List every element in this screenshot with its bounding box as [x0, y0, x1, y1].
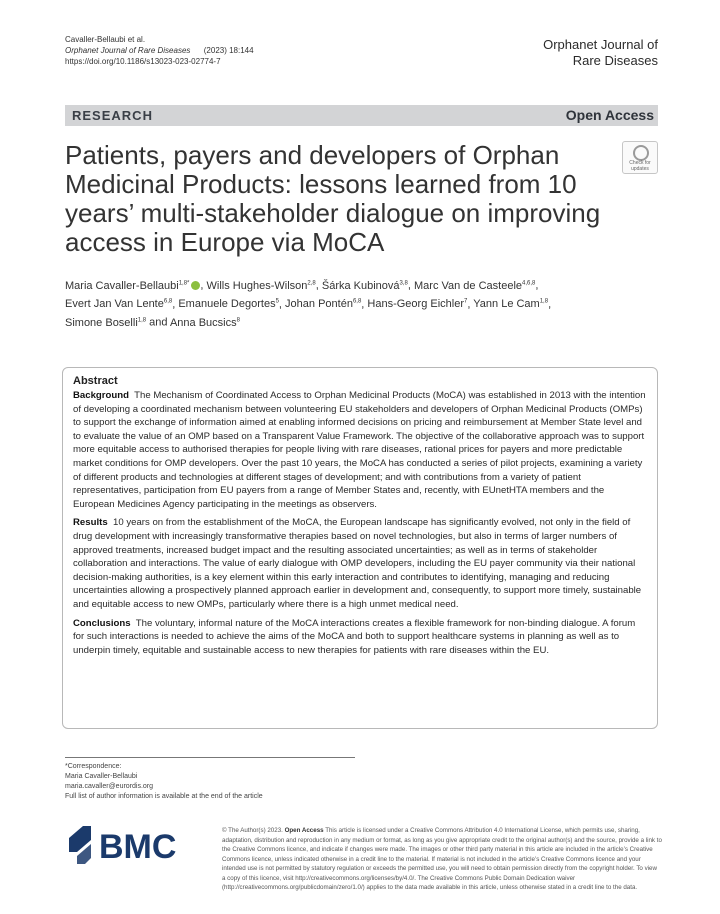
- license-text: [222, 826, 662, 893]
- citation-header: [65, 34, 254, 67]
- abstract-box: [62, 367, 658, 729]
- author[interactable]: Yann Le Cam$^{1,8}$: [473, 298, 549, 311]
- check-updates-icon: [633, 145, 649, 161]
- license-open-access: Open Access: [284, 827, 324, 834]
- abstract-heading: Abstract: [73, 375, 118, 387]
- article-type-bar: [65, 105, 658, 126]
- author-list: Maria Cavaller-Bellaubi$^{1,8*}$ , Wills Hughes-Wilson$^{2,8}$, Šárka Kubinová$^{3,8}$, Marc Van de Casteele$^{4,6,8}$, Evert Jan Van Lente$^{6,8}$, Emanuele Degortes$^5$, Johan Pontén$^{6,8}$, Hans-Georg Eichler$^7$, Yann Le Cam$^{1,8}$, Simone Boselli$^{1,8}$ and Anna Bucsics$^8$: [65, 279, 552, 329]
- background-text: The Mechanism of Coordinated Access to Orphan Medicinal Products (MoCA) was established in 2013 with the intention of developing a coordinated mechanism between volunteering EU stakeholders and developers of Orphan Medicinal Products (OMPs) to support the exchange of information aimed at enabling informed decisions on pricing and reimbursement at Member State level and to evaluate the value of an OMP based on a Transparent Value Framework. The objective of the collaborative approach was to support more equitable access to authorised therapies for people living with rare diseases, rational prices for payers and more predictable market conditions for OMP developers. Over the past 10 years, the MoCA has conducted a series of pilot projects, examining a variety of different products and technologies at different stages of development; and with contributions from a variety of patient representatives, participation from EU payers from a range of Member States and, recently, with EUnetHTA members and the European Medicines Agency participating in the meetings as observers.: [73, 390, 646, 510]
- results-label: Results: [73, 517, 108, 529]
- bmc-logo-icon: [65, 818, 205, 878]
- citation-volume: (2023) 18:144: [203, 46, 254, 55]
- authors-short: Cavaller-Bellaubi et al.: [65, 35, 146, 44]
- author[interactable]: Emanuele Degortes$^5$: [178, 298, 279, 311]
- author[interactable]: Evert Jan Van Lente$^{6,8}$: [65, 298, 173, 311]
- abstract-background: [73, 389, 647, 511]
- journal-name-italic: Orphanet Journal of Rare Diseases: [65, 46, 191, 55]
- correspondence-email[interactable]: maria.cavaller@eurordis.org: [65, 783, 154, 790]
- results-text: 10 years on from the establishment of the MoCA, the European landscape has significantly evolved, not only in the field of drug development with increasingly transformative therapies based on novel technologies, but also in terms of larger numbers of approved treatments, increased budget impact and the resulting associated uncertainties; as well as in terms of stakeholder collaboration and interactions. The value of early dialogue with OMP developers, including the EU payer community via their national decision-making authorities, is a key element within this early interaction and contributes to identifying, managing and reducing uncertainties allowing a prospectively planned approach earlier in development and, consequently, to support more timely, sustainable and equitable access to new OMPs, particularly where there is a high unmet medical need.: [73, 517, 642, 610]
- open-access-label: Open Access: [565, 107, 654, 123]
- orcid-icon[interactable]: [191, 281, 200, 290]
- copyright: © The Author(s) 2023.: [222, 827, 283, 834]
- abstract-results: [73, 516, 647, 611]
- abstract-conclusions: [73, 617, 647, 658]
- author[interactable]: Anna Bucsics$^8$: [169, 316, 240, 329]
- journal-line-2: Rare Diseases: [572, 53, 658, 68]
- correspondence-block: [65, 762, 263, 802]
- article-title: Patients, payers and developers of Orphan Medicinal Products: lessons learned from 10 years’ multi-stakeholder dialogue on improving access in Europe via MoCA: [65, 140, 601, 257]
- check-for-updates-button[interactable]: [622, 141, 658, 174]
- article-type-label: RESEARCH: [72, 108, 153, 123]
- author[interactable]: Hans-Georg Eichler$^7$: [367, 298, 468, 311]
- author[interactable]: Simone Boselli$^{1,8}$: [65, 316, 147, 329]
- author[interactable]: Šárka Kubinová$^{3,8}$: [321, 279, 408, 292]
- author[interactable]: Wills Hughes-Wilson$^{2,8}$: [206, 279, 316, 292]
- footnote-divider: [65, 757, 355, 758]
- license-body: This article is licensed under a Creative Commons Attribution 4.0 International License, which permits use, sharing, adaptation, distribution and reproduction in any medium or format, as long as you give appropriate credit to the original author(s) and the source, provide a link to the Creative Commons licence, and indicate if changes were made. The images or other third party material in this article are included in the article’s Creative Commons licence, unless indicated otherwise in a credit line to the material. If material is not included in the article’s Creative Commons licence and your intended use is not permitted by statutory regulation or exceeds the permitted use, you will need to obtain permission directly from the copyright holder. To view a copy of this licence, visit http://creativecommons.org/licenses/by/4.0/. The Creative Commons Public Domain Dedication waiver (http://creativecommons.org/publicdomain/zero/1.0/) applies to the data made available in this article, unless otherwise stated in a credit line to the data.: [222, 827, 662, 891]
- conclusions-text: The voluntary, informal nature of the MoCA interactions creates a flexible framework for non-binding dialogue. A forum for such interactions is needed to achieve the aims of the MoCA and both to support healthcare systems in planning as well as to underpin timely, equitable and sustainable access to new therapies for patients with rare diseases within the EU.: [73, 617, 636, 656]
- doi-link[interactable]: https://doi.org/10.1186/s13023-023-02774-7: [65, 57, 221, 66]
- badge-line-1: Check for: [629, 160, 651, 166]
- correspondence-name: Maria Cavaller-Bellaubi: [65, 773, 138, 780]
- bmc-logo-text: BMC: [99, 828, 177, 866]
- author[interactable]: Maria Cavaller-Bellaubi$^{1,8*}$: [65, 279, 190, 292]
- author[interactable]: Marc Van de Casteele$^{4,6,8}$: [414, 279, 536, 292]
- correspondence-label: *Correspondence:: [65, 763, 122, 770]
- conclusions-label: Conclusions: [73, 617, 131, 629]
- author[interactable]: Johan Pontén$^{6,8}$: [285, 298, 362, 311]
- journal-line-1: Orphanet Journal of: [543, 37, 658, 52]
- journal-title: [543, 37, 658, 69]
- badge-line-2: updates: [631, 166, 649, 172]
- author-info-note: Full list of author information is available at the end of the article: [65, 793, 263, 800]
- bmc-logo[interactable]: [65, 818, 205, 878]
- background-label: Background: [73, 390, 129, 401]
